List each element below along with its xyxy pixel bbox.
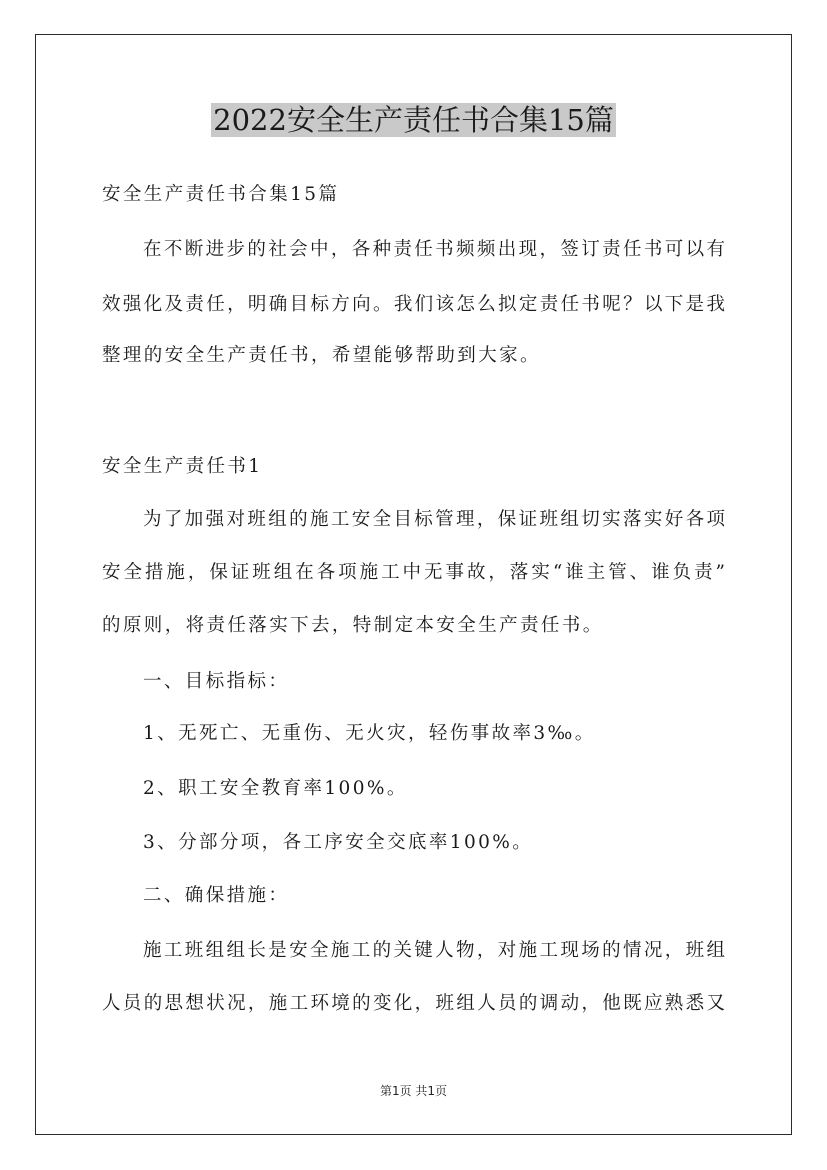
goal-item-3: 3、分部分项，各工序安全交底率100%。: [143, 832, 534, 853]
intro-line-2: 效强化及责任，明确目标方向。我们该怎么拟定责任书呢？以下是我: [102, 294, 725, 315]
section-para1-line-2: 安全措施，保证班组在各项施工中无事故，落实“谁主管、谁负责”: [102, 562, 725, 583]
section-heading: 安全生产责任书1: [102, 456, 263, 477]
section-para2-line-2: 人员的思想状况，施工环境的变化，班组人员的调动，他既应熟悉又: [102, 993, 725, 1014]
document-title: [0, 100, 827, 140]
goal-item-1: 1、无死亡、无重伤、无火灾，轻伤事故率3‰。: [143, 723, 596, 744]
measures-heading: 二、确保措施：: [143, 885, 290, 906]
goals-heading: 一、目标指标：: [143, 671, 290, 692]
section-para2-line-1: 施工班组组长是安全施工的关键人物，对施工现场的情况，班组: [143, 940, 725, 961]
intro-line-1: 在不断进步的社会中，各种责任书频频出现，签订责任书可以有: [143, 239, 725, 260]
page-footer: 第1页 共1页: [379, 1084, 448, 1098]
section-para1-line-3: 的原则，将责任落实下去，特制定本安全生产责任书。: [102, 615, 604, 636]
section-para1-line-1: 为了加强对班组的施工安全目标管理，保证班组切实落实好各项: [143, 509, 725, 530]
intro-line-3: 整理的安全生产责任书，希望能够帮助到大家。: [102, 345, 541, 366]
goal-item-2: 2、职工安全教育率100%。: [143, 778, 408, 799]
document-title-text: 2022安全生产责任书合集15篇: [213, 103, 614, 137]
subtitle: 安全生产责任书合集15篇: [102, 184, 340, 205]
